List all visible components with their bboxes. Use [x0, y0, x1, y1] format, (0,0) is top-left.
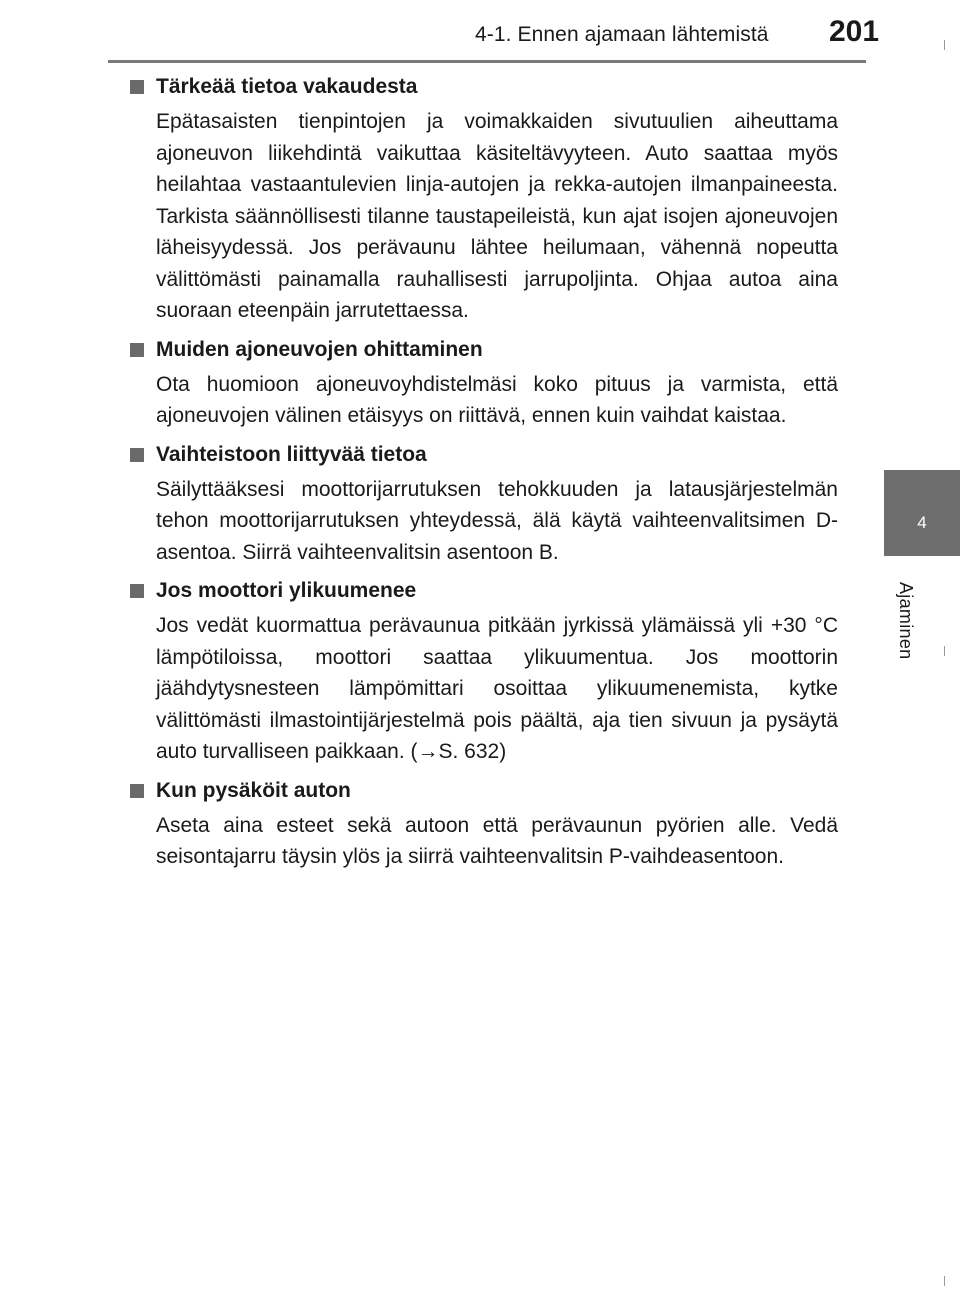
section-heading [130, 335, 838, 365]
square-bullet-icon [130, 784, 144, 798]
section-heading-text: Kun pysäköit auton [156, 778, 351, 802]
square-bullet-icon [130, 80, 144, 94]
section-body: Jos vedät kuormattua perävaunua pitkään jyrkissä ylämäissä yli +30 °C lämpötiloissa, moottori saattaa ylikuumentua. Jos moottorin jäähdytysnesteen lämpömittari osoittaa ylikuumenemista, kytke välittömästi ilmastointijärjestelmä pois päältä, aja tien sivuun ja pysäytä auto turvalliseen paikkaan. (→S. 632) [156, 614, 838, 763]
section-heading-text: Jos moottori ylikuumenee [156, 579, 417, 602]
page-number: 201 [829, 15, 880, 48]
section-body: Epätasaisten tienpintojen ja voimakkaiden sivutuulien aiheuttama ajoneuvon liikehdintä vaikuttaa käsiteltävyyteen. Auto saattaa myös heilahtaa vastaantulevien linja-autojen ja rekka-autojen ilmanpaineesta. Tarkista säännöllisesti tilanne taustapeileistä, kun ajat isojen ajoneuvojen läheisyydessä. Jos perävaunu lähtee heilumaan, vähennä nopeutta välittömästi painamalla rauhallisesti jarrupoljinta. Ohjaa autoa aina suoraan eteenpäin jarrutettaessa. [156, 110, 838, 322]
section-heading-text: Tärkeää tietoa vakaudesta [156, 75, 418, 98]
margin-tick [944, 40, 945, 50]
section-overheating [130, 576, 838, 768]
margin-tick [944, 1276, 945, 1286]
section-parking [130, 776, 838, 873]
section-heading-text: Vaihteistoon liittyvää tietoa [156, 442, 427, 466]
section-overtaking [130, 335, 838, 432]
chapter-number: 4 [917, 513, 927, 532]
main-content [130, 72, 838, 873]
header-rule [108, 60, 866, 63]
section-heading [130, 576, 838, 606]
square-bullet-icon [130, 448, 144, 462]
margin-tick [944, 646, 945, 656]
section-stability [130, 72, 838, 327]
section-body: Säilyttääksesi moottorijarrutuksen tehokkuuden ja latausjärjestelmän tehon moottorijarrutuksen yhteydessä, älä käytä vaihteenvalitsimen D-asentoa. Siirrä vaihteenvalitsin asentoon B. [156, 477, 838, 564]
section-heading-text: Muiden ajoneuvojen ohittaminen [156, 337, 483, 361]
chapter-tab [884, 470, 960, 556]
section-body: Aseta aina esteet sekä autoon että perävaunun pyörien alle. Vedä seisontajarru täysin ylös ja siirrä vaihteenvalitsin P-vaihdeasentoon. [156, 813, 838, 868]
section-transmission [130, 440, 838, 569]
section-heading [130, 440, 838, 470]
square-bullet-icon [130, 584, 144, 598]
section-body: Ota huomioon ajoneuvoyhdistelmäsi koko pituus ja varmista, että ajoneuvojen välinen etäisyys on riittävä, ennen kuin vaihdat kaistaa. [156, 372, 838, 427]
header-section-title: 4-1. Ennen ajamaan lähtemistä [475, 23, 769, 46]
chapter-title: Ajaminen [896, 582, 916, 660]
section-heading [130, 776, 838, 806]
section-heading [130, 72, 838, 102]
square-bullet-icon [130, 343, 144, 357]
